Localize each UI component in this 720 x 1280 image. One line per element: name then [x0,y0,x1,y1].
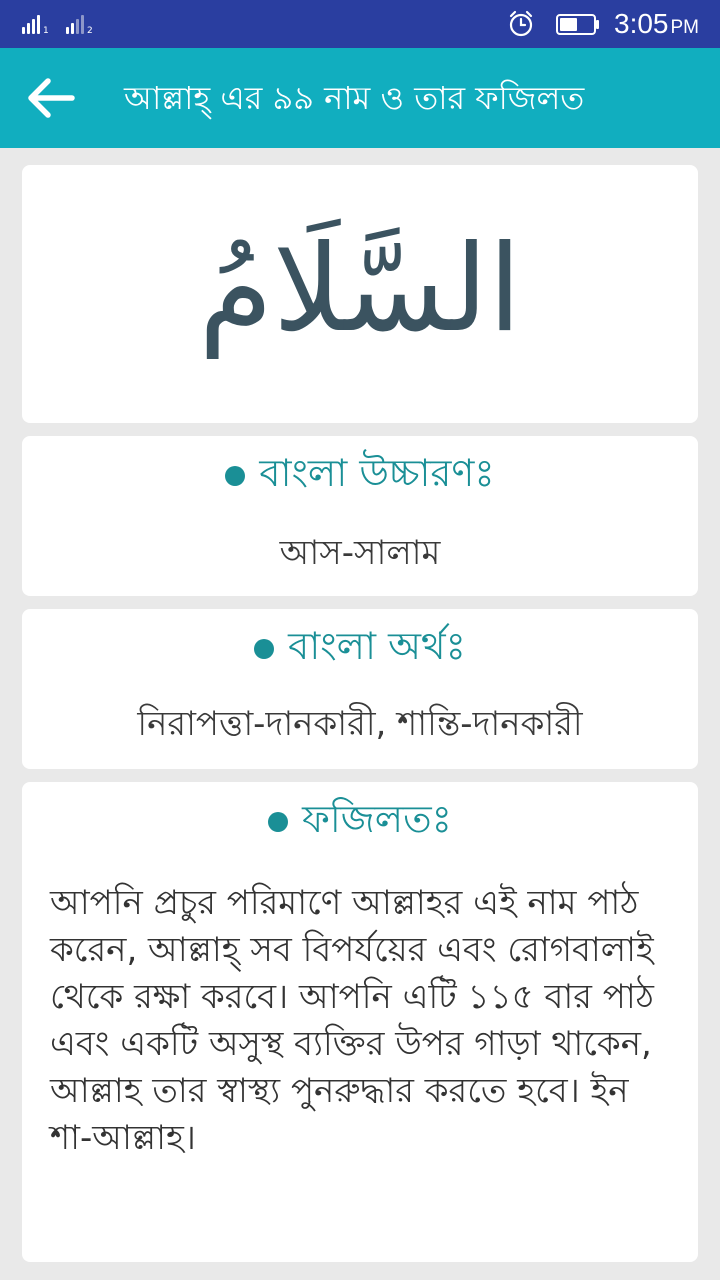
alarm-icon [506,9,536,39]
fazilat-card [22,782,698,1262]
pronunciation-value: আস-সালাম [279,533,441,573]
meaning-card [22,609,698,769]
bullet-icon [225,466,245,486]
battery-icon [556,14,600,35]
fazilat-heading-text: ফজিলতঃ [302,797,452,841]
signal-icon [22,12,49,34]
status-bar [0,0,720,48]
meaning-value: নিরাপত্তা-দানকারী, শান্তি-দানকারী [137,704,583,744]
arrow-left-icon [24,76,76,120]
pronunciation-heading-text: বাংলা উচ্চারণঃ [259,451,495,495]
status-time [614,8,699,40]
page-title: আল্লাহ্ এর ৯৯ নাম ও তার ফজিলত [124,79,585,117]
pronunciation-heading [22,448,698,498]
fazilat-heading [22,794,698,844]
sim1-label: 1 [43,26,49,36]
app-bar [0,48,720,148]
back-button[interactable] [20,68,80,128]
arabic-name: السَّلَامُ [198,220,522,359]
sim2-label: 2 [87,26,93,36]
arabic-name-card [22,165,698,423]
bullet-icon [268,812,288,832]
signal-icon [66,12,93,34]
bullet-icon [254,639,274,659]
pronunciation-card [22,436,698,596]
meaning-heading-text: বাংলা অর্থঃ [288,624,466,668]
time-ampm: PM [670,17,699,38]
time-text: 3:05 [614,8,669,39]
meaning-heading [22,621,698,671]
fazilat-body: আপনি প্রচুর পরিমাণে আল্লাহর এই নাম পাঠ করেন, আল্লাহ্ সব বিপর্যয়ের এবং রোগবালাই থেকে রক্ষা করবে। আপনি এটি ১১৫ বার পাঠ এবং একটি অসুস্থ ব্যক্তির উপর গাড়া থাকেন, আল্লাহ তার স্বাস্থ্য পুনরুদ্ধার করতে হবে। ইন শা-আল্লাহ। [50,883,654,1158]
